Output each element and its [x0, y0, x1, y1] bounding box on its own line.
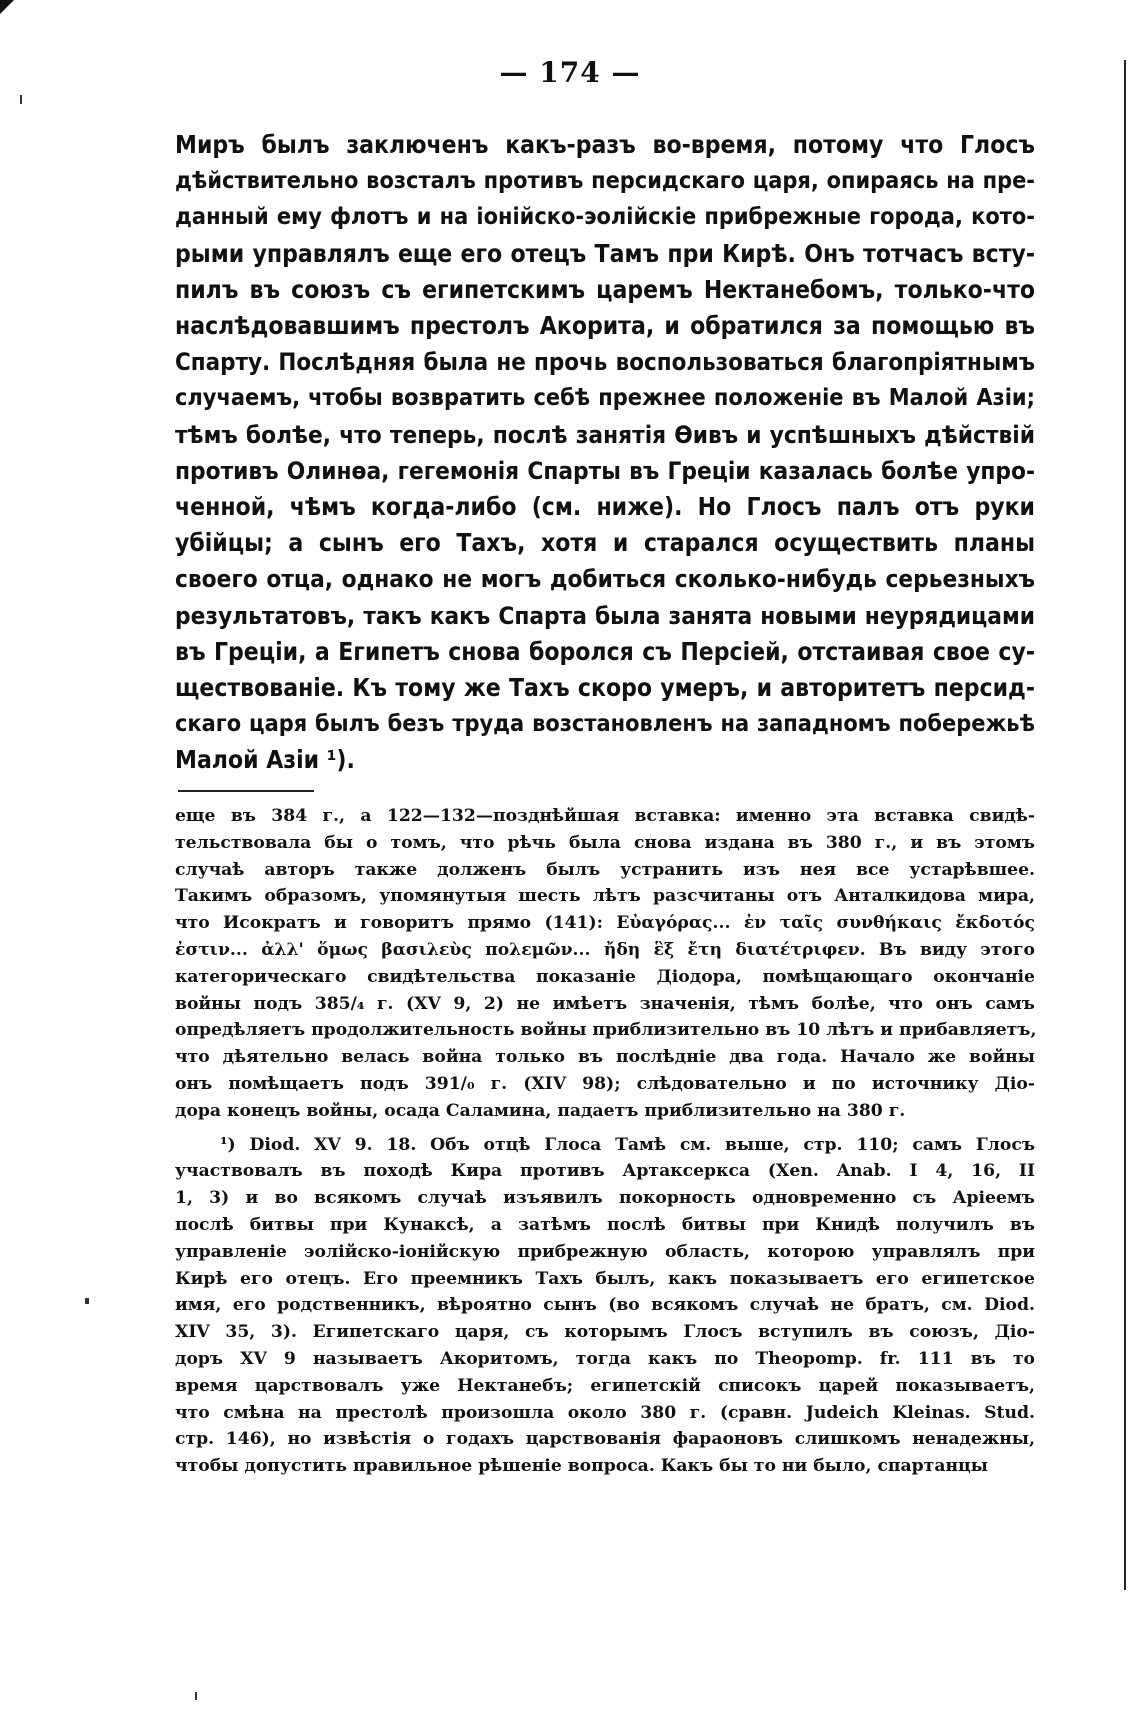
page-number: — 174 —: [499, 56, 641, 89]
body-line: убійцы; а сынъ его Тахъ, хотя и старался осуществить планы: [175, 528, 1035, 558]
body-line: скаго царя былъ безъ труда возстановленъ на западномъ побережьѣ: [175, 710, 1035, 738]
page-edge-rule: [1124, 60, 1126, 1590]
body-line: наслѣдовавшимъ престолъ Акорита, и обратился за помощью въ: [175, 311, 1035, 341]
body-line: въ Греціи, а Египетъ снова боролся съ Персіей, отстаивая свое су-: [175, 636, 1035, 666]
scan-speck: [85, 1298, 89, 1304]
footnote-line: XIV 35, 3). Египетскаго царя, съ которымъ Глосъ вступилъ въ союзъ, Діо-: [175, 1322, 1035, 1343]
footnote-1: [175, 1132, 1035, 1480]
body-line: Спарту. Послѣдняя была не прочь воспользоваться благопріятнымъ: [175, 348, 1035, 377]
footnote-line: время царствовалъ уже Нектанебъ; египетскій списокъ царей показываетъ,: [175, 1375, 1035, 1396]
body-line: своего отца, однако не могъ добиться сколько-нибудь серьезныхъ: [175, 565, 1035, 594]
footnote-line: онъ помѣщаетъ подъ 391/₀ г. (XIV 98); слѣдовательно и по источнику Діо-: [175, 1073, 1035, 1094]
footnotes: [175, 803, 1035, 1480]
footnote-line: что Исократъ и говоритъ прямо (141): Εὐαγόρας... ἐν ταῖς συνθήκαις ἔκδοτός: [175, 913, 1035, 934]
body-line: результатовъ, такъ какъ Спарта была занята новыми неурядицами: [175, 601, 1035, 630]
body-text: [175, 127, 1035, 779]
scan-speck: [20, 95, 22, 104]
scan-speck: [195, 1692, 197, 1700]
footnote-line: случаѣ авторъ также долженъ былъ устранить изъ нея все устарѣвшее.: [175, 859, 1035, 880]
footnote-line: еще въ 384 г., а 122—132—позднѣйшая вставка: именно эта вставка свидѣ-: [175, 806, 1035, 826]
footnote-line: опредѣляетъ продолжительность войны приблизительно въ 10 лѣтъ и прибавляетъ,: [175, 1020, 1037, 1041]
footnote-line: категорическаго свидѣтельства показаніе Діодора, помѣщающаго окончаніе: [175, 966, 1035, 987]
body-line: противъ Олинѳа, гегемонія Спарты въ Греціи казалась болѣе упро-: [175, 456, 1035, 485]
footnote-line: управленіе эолійско-іонійскую прибрежную область, которою управлялъ при: [175, 1241, 1035, 1262]
body-line: дѣйствительно возсталъ противъ персидскаго царя, опираясь на пре-: [175, 167, 1035, 195]
footnote-line: имя, его родственникъ, вѣроятно сынъ (во всякомъ случаѣ не братъ, см. Diod.: [175, 1295, 1035, 1316]
footnote-line: что смѣна на престолѣ произошла около 380 г. (сравн. Judeich Kleinas. Stud.: [175, 1402, 1035, 1423]
footnote-line: Кирѣ его отецъ. Его преемникъ Тахъ былъ, какъ показываетъ его египетское: [175, 1268, 1035, 1289]
body-line: ченной, чѣмъ когда-либо (см. ниже). Но Глосъ палъ отъ руки: [175, 492, 1035, 522]
footnote-line: стр. 146), но извѣстія о годахъ царствованія фараоновъ слишкомъ ненадежны,: [175, 1429, 1035, 1450]
body-line: Малой Азіи ¹).: [175, 745, 355, 775]
footnote-line: чтобы допустить правильное рѣшеніе вопроса. Какъ бы то ни было, спартанцы: [175, 1456, 988, 1477]
footnote-line: что дѣятельно велась война только въ послѣдніе два года. Начало же войны: [175, 1047, 1035, 1068]
body-line: тѣмъ болѣе, что теперь, послѣ занятія Ѳивъ и успѣшныхъ дѣйствій: [175, 420, 1035, 449]
footnote-line: 1, 3) и во всякомъ случаѣ изъявилъ покорность одновременно съ Аріеемъ: [175, 1188, 1035, 1209]
footnote-line: Такимъ образомъ, упомянутыя шесть лѣтъ разсчитаны отъ Анталкидова мира,: [175, 886, 1035, 907]
footnote-line: тельствовала бы о томъ, что рѣчь была снова издана въ 380 г., и въ этомъ: [175, 832, 1035, 853]
footnote-line: дора конецъ войны, осада Саламина, падаетъ приблизительно на 380 г.: [175, 1100, 906, 1121]
body-line: ществованіе. Къ тому же Тахъ скоро умеръ, и авторитетъ персид-: [175, 673, 1035, 703]
footnote-line: ἐστιν... ἀλλ' ὅμως βασιλεὺς πολεμῶν... ἤδη ἓξ ἔτη διατέτριφεν. Въ виду этого: [175, 939, 1035, 960]
footnote-line: ¹) Diod. XV 9. 18. Объ отцѣ Глоса Тамѣ см. выше, стр. 110; самъ Глосъ: [220, 1134, 1035, 1155]
footnote-separator: [178, 790, 314, 792]
body-line: пилъ въ союзъ съ египетскимъ царемъ Нектанебомъ, только-что: [175, 274, 1035, 304]
footnote-line: послѣ битвы при Кунаксѣ, а затѣмъ послѣ битвы при Книдѣ получилъ въ: [175, 1214, 1035, 1235]
scan-corner-mark: [0, 0, 14, 14]
footnote-continuation: [175, 803, 1035, 1125]
body-line: данный ему флотъ и на іонійско-эолійскіе прибрежные города, кото-: [175, 203, 1035, 231]
footnote-line: доръ XV 9 называетъ Акоритомъ, тогда какъ по Theopomp. fr. 111 въ то: [175, 1348, 1035, 1369]
footnote-line: войны подъ 385/₄ г. (XV 9, 2) не имѣетъ значенія, тѣмъ болѣе, что онъ самъ: [175, 993, 1035, 1014]
body-line: случаемъ, чтобы возвратить себѣ прежнее положеніе въ Малой Азіи;: [175, 384, 1035, 412]
body-line: Миръ былъ заключенъ какъ-разъ во-время, потому что Глосъ: [175, 130, 1035, 159]
body-line: рыми управлялъ еще его отецъ Тамъ при Кирѣ. Онъ тотчасъ всту-: [175, 238, 1035, 268]
footnote-line: участвовалъ въ походѣ Кира противъ Артаксеркса (Xen. Anab. I 4, 16, II: [175, 1161, 1035, 1182]
